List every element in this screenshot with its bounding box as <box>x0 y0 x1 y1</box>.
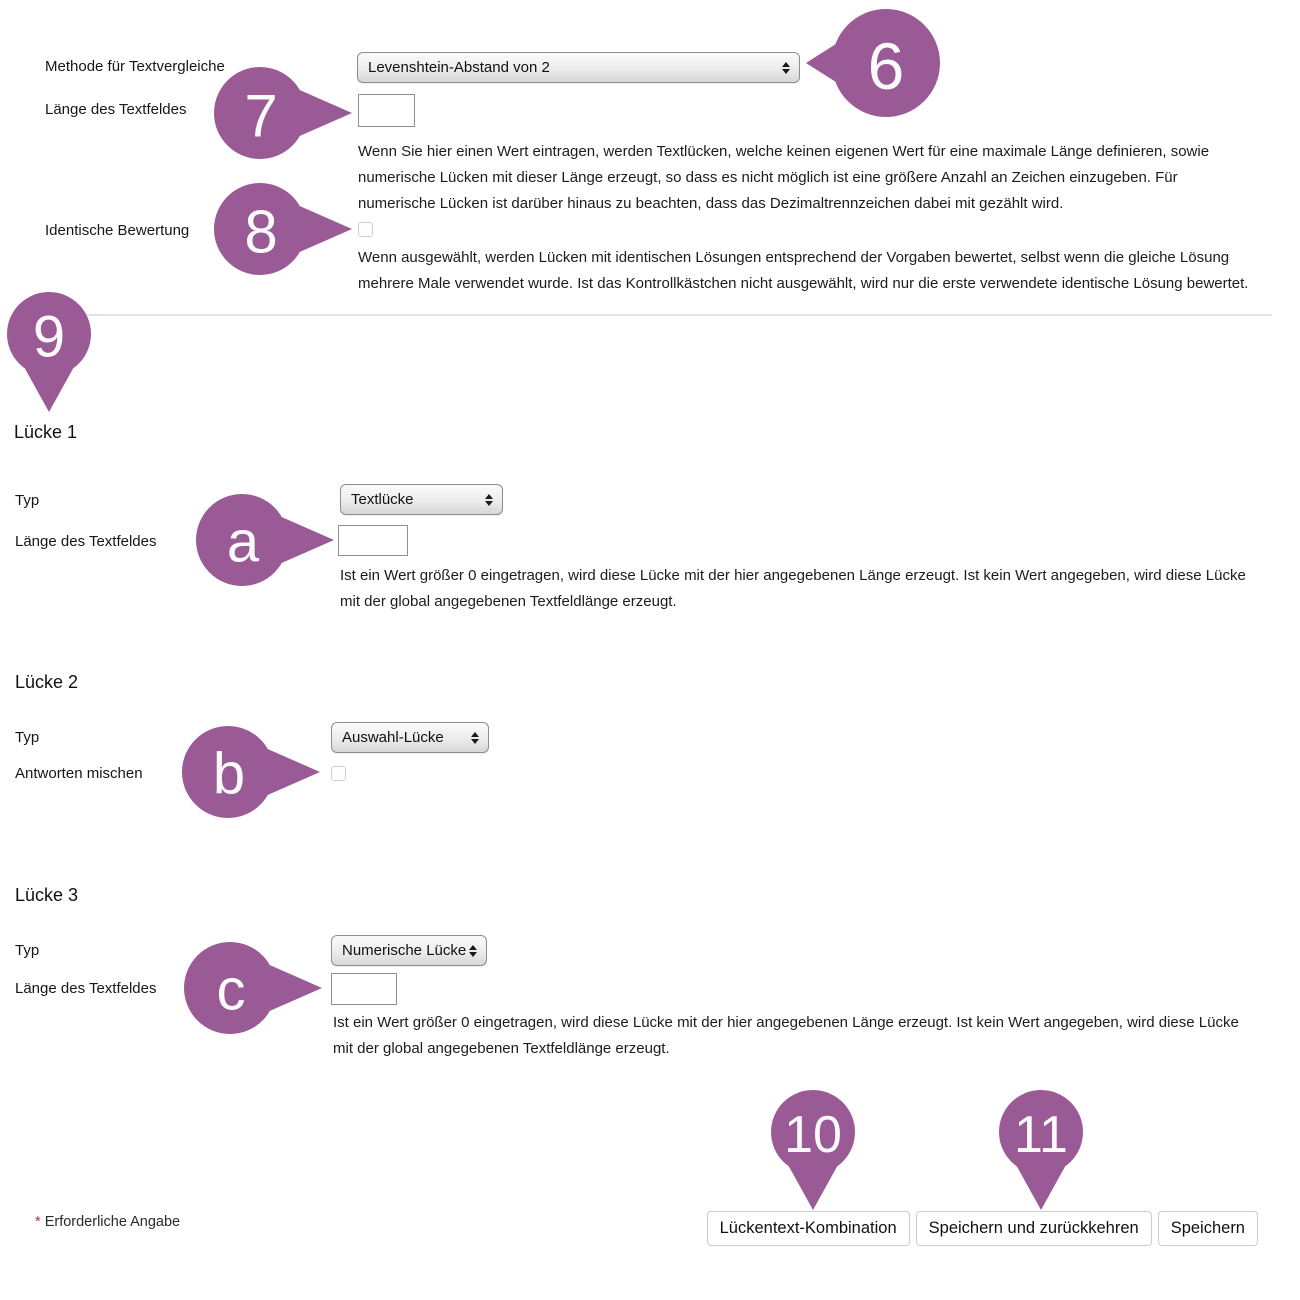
method-textcompare-select[interactable] <box>357 52 800 83</box>
global-textfield-length-input[interactable] <box>358 94 415 127</box>
method-textcompare-label: Methode für Textvergleiche <box>45 58 225 75</box>
gap3-type-select[interactable] <box>331 935 487 966</box>
save-button[interactable]: Speichern <box>1158 1211 1258 1246</box>
annotation-marker-10-label: 10 <box>784 1106 842 1164</box>
annotation-marker-a-label: a <box>226 509 260 575</box>
gap1-textfield-length-help: Ist ein Wert größer 0 eingetragen, wird diese Lücke mit der hier angegebenen Länge erzeugt. Ist kein Wert angegeben, wird diese Lücke mit der global angegebenen Textfeldlänge erzeugt. <box>340 567 1246 610</box>
select-arrows-icon <box>485 494 493 506</box>
gap1-textfield-length-label: Länge des Textfeldes <box>15 533 157 550</box>
method-textcompare-selected-value: Levenshtein-Abstand von 2 <box>368 59 550 76</box>
gap3-type-label: Typ <box>15 942 40 959</box>
gap3-textfield-length-label: Länge des Textfeldes <box>15 980 157 997</box>
gap1-type-label: Typ <box>15 492 40 509</box>
annotation-marker-b <box>182 726 320 818</box>
gap3-textfield-length-input[interactable] <box>331 973 397 1005</box>
gap1-textfield-length-input[interactable] <box>338 525 408 556</box>
annotation-marker-8 <box>214 183 352 275</box>
annotation-marker-b-label: b <box>212 741 246 807</box>
annotation-marker-11 <box>998 1090 1084 1212</box>
gap2-type-label: Typ <box>15 729 40 746</box>
annotation-marker-9-label: 9 <box>32 304 66 370</box>
gap2-shuffle-checkbox[interactable] <box>331 766 346 781</box>
identical-scoring-help: Wenn ausgewählt, werden Lücken mit identischen Lösungen entsprechend der Vorgaben bewertet, selbst wenn die gleiche Lösung mehrere Male verwendet wurde. Ist das Kontrollkästchen nicht ausgewählt, wird nur die erste verwendete identische Lösung bewertet. <box>358 249 1249 292</box>
required-field-note <box>35 1214 180 1230</box>
form-actions <box>707 1211 1258 1246</box>
gap1-heading: Lücke 1 <box>14 422 78 442</box>
gap3-type-selected-value: Numerische Lücke <box>342 942 467 959</box>
annotation-marker-6-label: 6 <box>867 29 905 103</box>
global-textfield-length-help: Wenn Sie hier einen Wert eintragen, werden Textlücken, welche keinen eigenen Wert für eine maximale Länge definieren, sowie numerische Lücken mit dieser Länge erzeugt, so dass es nicht möglich ist eine größere Anzahl an Zeichen einzugeben. Für numerische Lücken ist darüber hinaus zu beachten, dass das Dezimaltrennzeichen dabei mit gezählt wird. <box>358 143 1210 212</box>
gap2-type-selected-value: Auswahl-Lücke <box>342 729 444 746</box>
annotation-marker-6 <box>806 9 940 117</box>
annotation-marker-8-label: 8 <box>244 198 278 266</box>
gap1-type-select[interactable] <box>340 484 503 515</box>
gap2-shuffle-label: Antworten mischen <box>15 765 143 782</box>
annotation-marker-11-label: 11 <box>1014 1106 1068 1164</box>
gap3-heading: Lücke 3 <box>15 885 79 905</box>
annotation-marker-7-label: 7 <box>244 82 278 150</box>
gap1-type-selected-value: Textlücke <box>351 491 414 508</box>
annotation-marker-7 <box>214 67 352 159</box>
select-arrows-icon <box>471 732 479 744</box>
annotation-marker-9 <box>6 292 92 414</box>
gap2-heading: Lücke 2 <box>15 672 79 692</box>
save-and-return-button[interactable]: Speichern und zurückkehren <box>916 1211 1152 1246</box>
required-asterisk: * <box>35 1214 41 1230</box>
gap2-type-select[interactable] <box>331 722 489 753</box>
annotation-marker-10 <box>770 1090 856 1212</box>
cloze-combination-button[interactable]: Lückentext-Kombination <box>707 1211 910 1246</box>
required-note-text: Erforderliche Angabe <box>44 1214 181 1230</box>
annotation-marker-c <box>184 942 322 1034</box>
annotation-marker-a <box>196 494 334 586</box>
global-textfield-length-label: Länge des Textfeldes <box>45 101 187 118</box>
gap3-textfield-length-help: Ist ein Wert größer 0 eingetragen, wird diese Lücke mit der hier angegebenen Länge erzeugt. Ist kein Wert angegeben, wird diese Lücke mit der global angegebenen Textfeldlänge erzeugt. <box>333 1014 1239 1057</box>
select-arrows-icon <box>469 945 477 957</box>
select-arrows-icon <box>782 62 790 74</box>
identical-scoring-checkbox[interactable] <box>358 222 373 237</box>
annotation-marker-c-label: c <box>216 957 246 1023</box>
identical-scoring-label: Identische Bewertung <box>45 222 190 239</box>
section-divider <box>30 314 1272 316</box>
